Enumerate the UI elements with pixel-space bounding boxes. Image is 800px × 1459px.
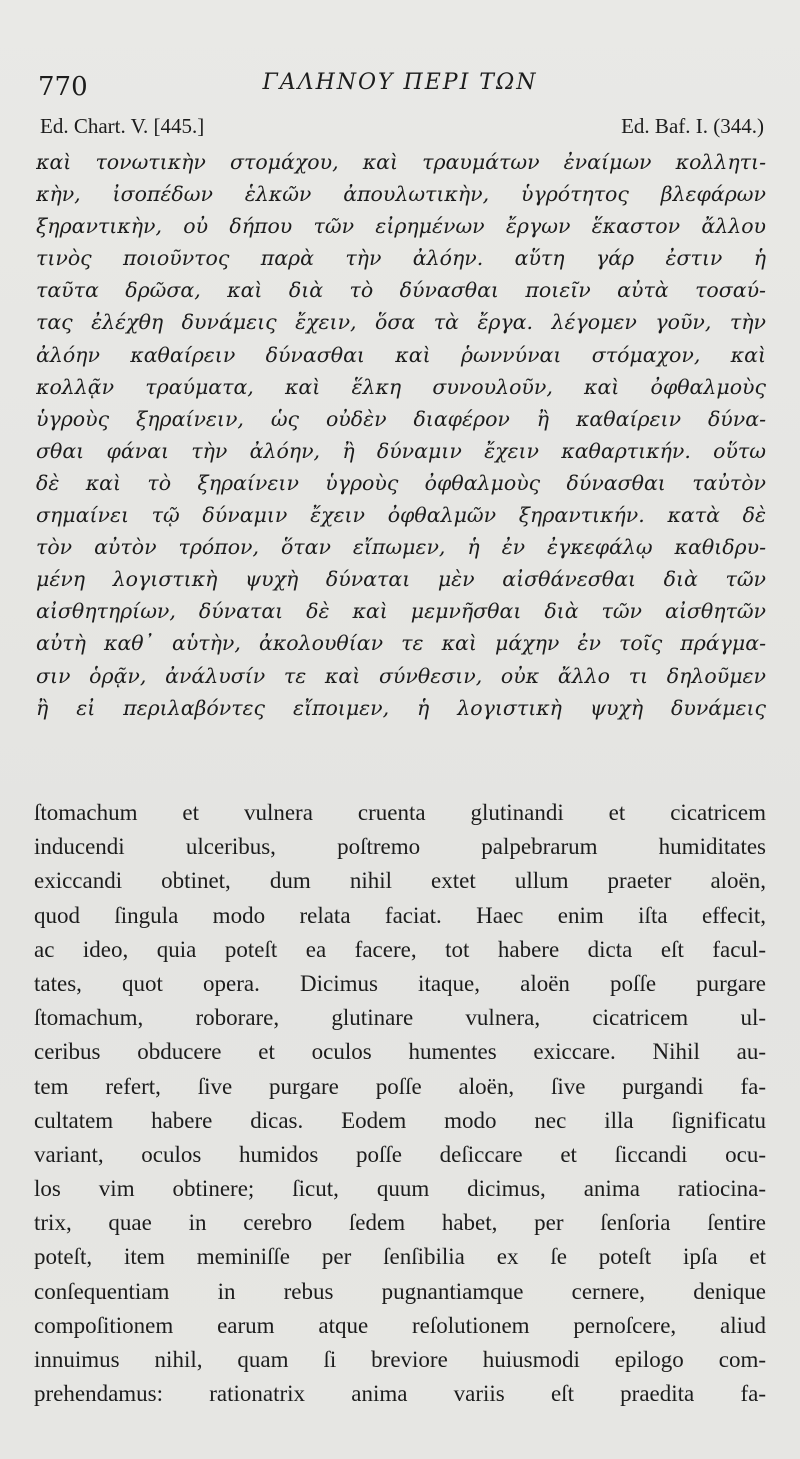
latin-text-line: tem refert, ſive purgare poſſe aloën, ſive purgandi fa- [34, 1073, 766, 1099]
greek-text-line: ὑγροὺς ξηραίνειν, ὡς οὐδὲν διαφέρον ἢ καθαίρειν δύνα- [36, 406, 766, 431]
latin-text-line: quod ſingula modo relata faciat. Haec enim iſta effecit, [34, 902, 766, 928]
latin-text-line: ſtomachum, roborare, glutinare vulnera, cicatricem ul- [34, 1005, 766, 1031]
greek-text-line: αὐτὴ καθ᾽ αὑτὴν, ἀκολουθίαν τε καὶ μάχην ἐν τοῖς πράγμα- [36, 631, 766, 656]
latin-text-line: variant, oculos humidos poſſe deſiccare et ſiccandi ocu- [34, 1141, 766, 1167]
latin-text-line: cultatem habere dicas. Eodem modo nec illa ſignificatu [34, 1107, 766, 1133]
latin-text-line: compoſitionem earum atque reſolutionem pernoſcere, aliud [34, 1312, 766, 1338]
latin-text-line: los vim obtinere; ſicut, quum dicimus, anima ratiocina- [34, 1176, 766, 1202]
greek-text-line: σημαίνει τῷ δύναμιν ἔχειν ὀφθαλμῶν ξηραντικήν. κατὰ δὲ [36, 503, 766, 528]
greek-text-line: σθαι φάναι τὴν ἀλόην, ἢ δύναμιν ἔχειν καθαρτικήν. οὕτω [36, 438, 766, 463]
latin-text-line: ceribus obducere et oculos humentes exiccare. Nihil au- [34, 1039, 766, 1065]
latin-text-line: conſequentiam in rebus pugnantiamque cernere, denique [34, 1278, 766, 1304]
latin-text-line: trix, quae in cerebro ſedem habet, per ſenſoria ſentire [34, 1210, 766, 1236]
greek-text-line: καὶ τονωτικὴν στομάχου, καὶ τραυμάτων ἐναίμων κολλητι- [36, 150, 766, 174]
page-number: 770 [38, 72, 88, 102]
greek-text-line: ταῦτα δρῶσα, καὶ διὰ τὸ δύνασθαι ποιεῖν αὐτὰ τοσαύ- [36, 278, 766, 303]
greek-text-line: τὸν αὐτὸν τρόπον, ὅταν εἴπωμεν, ἡ ἐν ἐγκεφάλῳ καθιδρυ- [36, 535, 766, 560]
running-head: ΓΑΛΗΝΟΥ ΠΕΡΙ ΤΩΝ [262, 70, 538, 95]
edition-reference-left: Ed. Chart. V. [445.] [40, 114, 205, 138]
greek-text-line: ἢ εἰ περιλαβόντες εἴποιμεν, ἡ λογιστικὴ ψυχὴ δυνάμεις [36, 695, 766, 720]
greek-text-line: σιν ὁρᾷν, ἀνάλυσίν τε καὶ σύνθεσιν, οὐκ ἄλλο τι δηλοῦμεν [36, 663, 766, 688]
greek-text-line: κολλᾷν τραύματα, καὶ ἕλκη συνουλοῦν, καὶ ὀφθαλμοὺς [36, 374, 766, 399]
greek-text-line: αἰσθητηρίων, δύναται δὲ καὶ μεμνῆσθαι διὰ τῶν αἰσθητῶν [36, 599, 766, 624]
greek-text-line: τινὸς ποιοῦντος παρὰ τὴν ἀλόην. αὕτη γάρ ἐστιν ἡ [36, 246, 766, 271]
latin-text-line: ac ideo, quia poteſt ea facere, tot habere dicta eſt facul- [34, 936, 766, 962]
greek-text-line: ξηραντικὴν, οὐ δήπου τῶν εἰρημένων ἔργων ἕκαστον ἄλλου [36, 214, 766, 239]
latin-text-line: tates, quot opera. Dicimus itaque, aloën poſſe purgare [34, 970, 766, 996]
greek-text-line: μένη λογιστικὴ ψυχὴ δύναται μὲν αἰσθάνεσθαι διὰ τῶν [36, 567, 766, 592]
latin-text-line: innuimus nihil, quam ſi breviore huiusmodi epilogo com- [34, 1347, 766, 1372]
greek-text-line: κὴν, ἰσοπέδων ἑλκῶν ἀπουλωτικὴν, ὑγρότητος βλεφάρων [36, 182, 766, 207]
greek-text-line: τας ἐλέχθη δυνάμεις ἔχειν, ὅσα τὰ ἔργα. λέγομεν γοῦν, τὴν [36, 310, 766, 335]
greek-text-block [36, 146, 766, 724]
latin-text-line: exiccandi obtinet, dum nihil extet ullum praeter aloën, [34, 868, 766, 894]
greek-text-line: δὲ καὶ τὸ ξηραίνειν ὑγροὺς ὀφθαλμοὺς δύνασθαι ταὐτὸν [36, 470, 766, 495]
edition-reference-right: Ed. Baf. I. (344.) [621, 114, 764, 138]
latin-text-line: ſtomachum et vulnera cruenta glutinandi et cicatricem [34, 800, 766, 825]
greek-text-line: ἀλόην καθαίρειν δύνασθαι καὶ ῥωννύναι στόμαχον, καὶ [36, 342, 766, 367]
latin-text-block [34, 796, 766, 1411]
latin-text-line: inducendi ulceribus, poſtremo palpebrarum humiditates [34, 834, 766, 860]
latin-text-line: prehendamus: rationatrix anima variis eſt praedita fa- [34, 1381, 766, 1407]
latin-text-line: poteſt, item meminiſſe per ſenſibilia ex ſe poteſt ipſa et [34, 1244, 766, 1270]
